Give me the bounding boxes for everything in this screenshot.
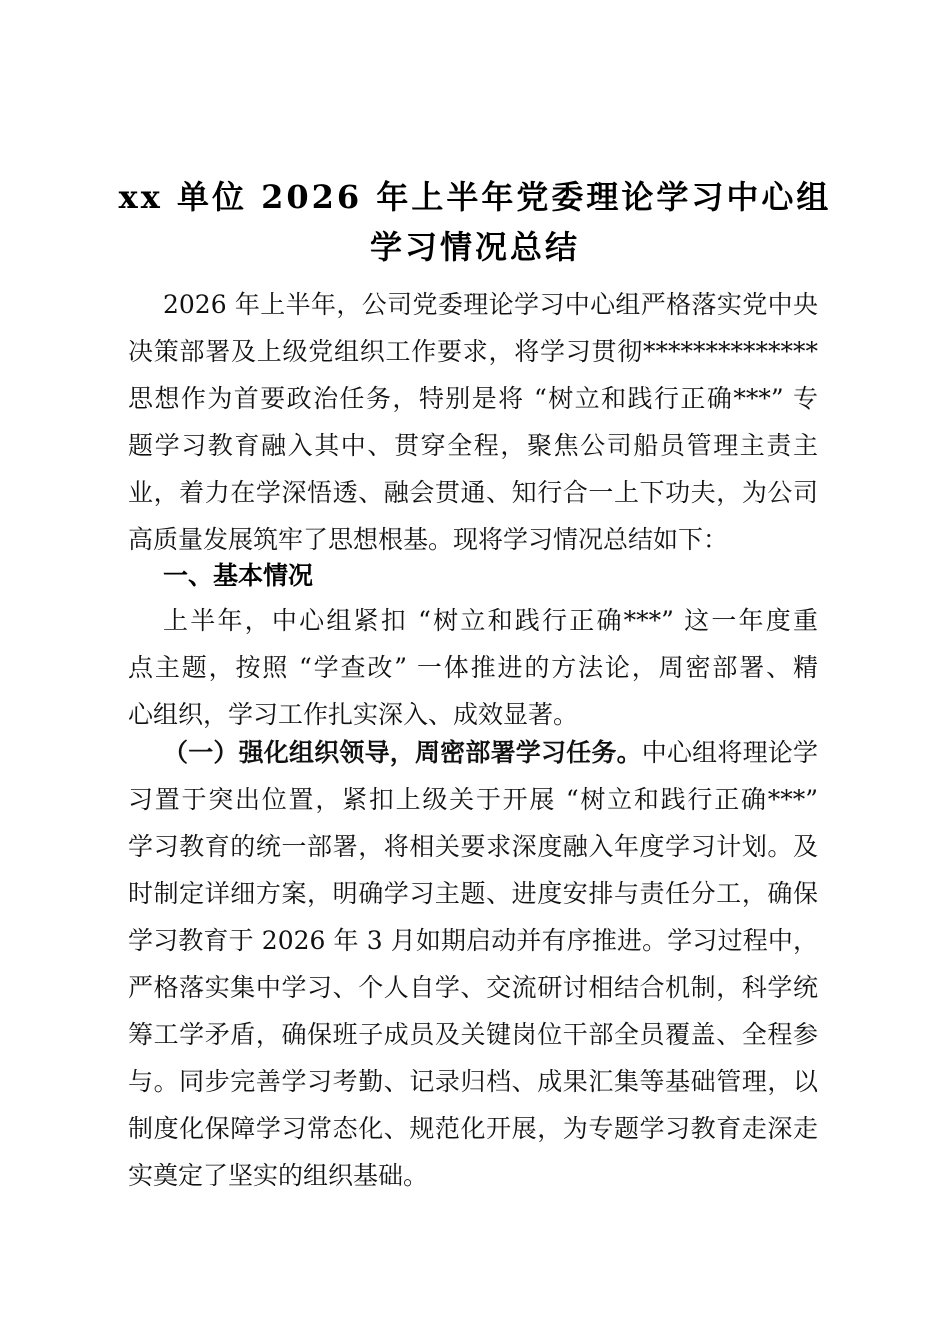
document-title-line-1: xx 单位 2026 年上半年党委理论学习中心组 — [118, 178, 832, 216]
intro-line: 业，着力在学深悟透、融会贯通、知行合一上下功夫，为公司 — [128, 478, 818, 507]
subsection1-line: 实奠定了坚实的组织基础。 — [128, 1161, 429, 1190]
subsection1-lead: （一）强化组织领导，周密部署学习任务。 — [163, 738, 642, 767]
subsection1-line: 与。同步完善学习考勤、记录归档、成果汇集等基础管理，以 — [128, 1067, 818, 1096]
subsection1-first-rest: 中心组将理论学 — [641, 738, 818, 767]
section1-line: 点主题，按照 “学查改” 一体推进的方法论，周密部署、精 — [128, 653, 818, 682]
section-heading: 一、基本情况 — [163, 561, 314, 590]
subsection1-line: 制度化保障学习常态化、规范化开展，为专题学习教育走深走 — [128, 1114, 818, 1143]
intro-line: 题学习教育融入其中、贯穿全程，聚焦公司船员管理主责主 — [128, 431, 818, 460]
subsection1-line: 学习教育的统一部署，将相关要求深度融入年度学习计划。及 — [128, 832, 818, 861]
subsection1-first-line — [163, 738, 818, 768]
document-title-line-2: 学习情况总结 — [369, 228, 580, 266]
intro-line: 思想作为首要政治任务，特别是将 “树立和践行正确***” 专 — [128, 384, 818, 413]
intro-line: 决策部署及上级党组织工作要求，将学习贯彻************** — [128, 337, 818, 366]
section1-line: 上半年，中心组紧扣 “树立和践行正确***” 这一年度重 — [163, 606, 818, 635]
intro-line: 高质量发展筑牢了思想根基。现将学习情况总结如下： — [128, 525, 729, 554]
section1-line: 心组织，学习工作扎实深入、成效显著。 — [128, 700, 579, 729]
subsection1-line: 时制定详细方案，明确学习主题、进度安排与责任分工，确保 — [128, 879, 818, 908]
intro-line: 2026 年上半年，公司党委理论学习中心组严格落实党中央 — [163, 290, 818, 319]
subsection1-line: 习置于突出位置，紧扣上级关于开展 “树立和践行正确***” — [128, 785, 818, 814]
subsection1-line: 筹工学矛盾，确保班子成员及关键岗位干部全员覆盖、全程参 — [128, 1020, 818, 1049]
subsection1-line: 严格落实集中学习、个人自学、交流研讨相结合机制，科学统 — [128, 973, 818, 1002]
subsection1-line: 学习教育于 2026 年 3 月如期启动并有序推进。学习过程中， — [128, 926, 818, 955]
